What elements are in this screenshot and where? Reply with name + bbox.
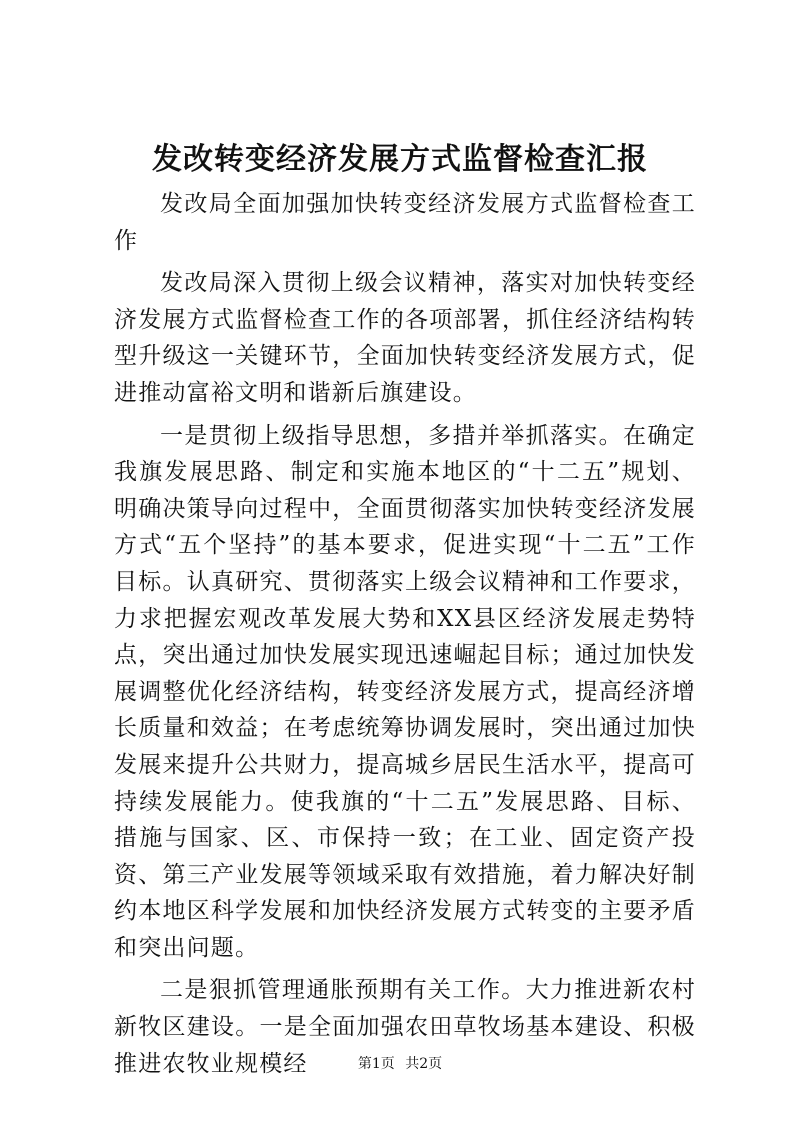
point-two-paragraph: 二是狠抓管理通胀预期有关工作。大力推进新农村新牧区建设。一是全面加强农田草牧场基本建设、积极推进农牧业规模经 (114, 977, 696, 1077)
page-footer (0, 1054, 800, 1074)
document-title: 发改转变经济发展方式监督检查汇报 (152, 142, 648, 177)
page-number: 第1页 (357, 1056, 395, 1072)
page-total: 共2页 (405, 1056, 443, 1072)
subtitle-paragraph: 发改局全面加强加快转变经济发展方式监督检查工作 (114, 191, 696, 254)
document-body (114, 186, 696, 1088)
point-one-paragraph: 一是贯彻上级指导思想，多措并举抓落实。在确定我旗发展思路、制定和实施本地区的“十二五”规划、明确决策导向过程中，全面贯彻落实加快转变经济发展方式“五个坚持”的基本要求，促进实现“十二五”工作目标。认真研究、贯彻落实上级会议精神和工作要求，力求把握宏观改革发展大势和XX县区经济发展走势特点，突出通过加快发展实现迅速崛起目标；通过加快发展调整优化经济结构，转变经济发展方式，提高经济增长质量和效益；在考虑统筹协调发展时，突出通过加快发展来提升公共财力，提高城乡居民生活水平，提高可持续发展能力。使我旗的“十二五”发展思路、目标、措施与国家、区、市保持一致；在工业、固定资产投资、第三产业发展等领域采取有效措施，着力解决好制约本地区科学发展和加快经济发展方式转变的主要矛盾和突出问题。 (114, 422, 696, 961)
intro-paragraph: 发改局深入贯彻上级会议精神，落实对加快转变经济发展方式监督检查工作的各项部署，抓住经济结构转型升级这一关键环节，全面加快转变经济发展方式，促进推动富裕文明和谐新后旗建设。 (114, 270, 696, 406)
